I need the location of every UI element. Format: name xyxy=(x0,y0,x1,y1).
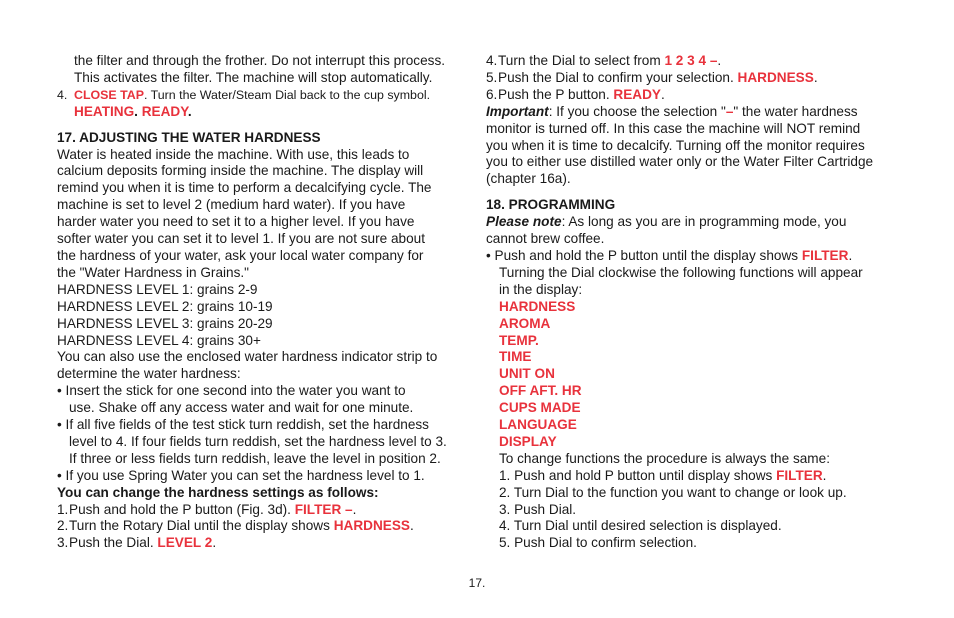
function-language: LANGUAGE xyxy=(499,417,577,433)
hardness-level-3: HARDNESS LEVEL 3: grains 20-29 xyxy=(57,315,273,331)
function-display: DISPLAY xyxy=(499,433,557,449)
please-note-label: Please note xyxy=(486,214,562,230)
section-18-heading: 18. PROGRAMMING xyxy=(486,197,616,213)
paragraph-line: harder water you need to set it to a higher level. If you have xyxy=(57,214,415,230)
ready-dot: . xyxy=(187,103,192,119)
step-text: Turn the Dial to select from xyxy=(498,53,665,68)
step-4 xyxy=(57,87,467,104)
bullet-end: . xyxy=(848,247,853,263)
function-list xyxy=(486,299,901,451)
indicator-strip-line-1: You can also use the enclosed water hardness indicator strip to xyxy=(57,349,438,365)
bullet-cont: Turning the Dial clockwise the following functions will appear xyxy=(499,264,863,280)
important-cont: you when it is time to decalcify. Turning off the monitor requires xyxy=(486,137,865,153)
heating-ready-line xyxy=(57,104,467,121)
bullet-cont: in the display: xyxy=(499,281,583,297)
step-end: . xyxy=(352,501,357,517)
filter-display-label: FILTER – xyxy=(294,501,353,517)
left-column xyxy=(57,53,467,552)
function-time: TIME xyxy=(499,349,532,365)
hardness-step-5 xyxy=(486,70,901,87)
hardness-level-4: HARDNESS LEVEL 4: grains 30+ xyxy=(57,332,261,348)
hardness-levels xyxy=(57,282,467,350)
function-hardness: HARDNESS xyxy=(499,298,576,314)
hardness-paragraph xyxy=(57,147,467,282)
step-number: 4. xyxy=(486,53,498,68)
step-end: . xyxy=(410,518,414,534)
hardness-display-label: HARDNESS xyxy=(333,518,410,534)
paragraph-line: remind you when it is time to perform a decalcifying cycle. The xyxy=(57,180,432,196)
bullet-five-fields-cont: If three or less fields turn reddish, leave the level in position 2. xyxy=(69,450,441,466)
bullet-five-fields: • If all five fields of the test stick turn reddish, set the hardness xyxy=(57,417,429,433)
step-end: . xyxy=(660,86,665,102)
please-note-text: : As long as you are in programming mode, you xyxy=(561,214,847,230)
function-cups-made: CUPS MADE xyxy=(499,400,581,416)
paragraph-line: calcium deposits forming inside the machine. The display will xyxy=(57,163,424,179)
procedure-intro: To change functions the procedure is always the same: xyxy=(499,450,830,466)
important-note xyxy=(486,104,901,121)
paragraph-line: softer water you can set it to level 1. If you are not sure about xyxy=(57,231,425,247)
important-text: " the water hardness xyxy=(733,103,858,119)
step-number: 6. xyxy=(486,86,498,102)
important-cont: (chapter 16a). xyxy=(486,171,571,187)
function-aroma: AROMA xyxy=(499,315,551,331)
step-number: 5. xyxy=(486,69,498,85)
bullet-spring-water: • If you use Spring Water you can set the hardness level to 1. xyxy=(57,467,425,483)
step-end: . xyxy=(212,535,217,551)
intro-line-2: This activates the filter. The machine will stop automatically. xyxy=(74,69,433,85)
filter-display-label: FILTER xyxy=(776,467,823,483)
close-tap-label: CLOSE TAP xyxy=(74,87,144,102)
paragraph-line: the "Water Hardness in Grains." xyxy=(57,264,249,280)
heating-label: HEATING xyxy=(74,103,135,119)
bullet-push-hold xyxy=(486,248,901,265)
hardness-display-label: HARDNESS xyxy=(737,69,814,85)
important-text: : If you choose the selection " xyxy=(548,103,726,119)
paragraph-line: the hardness of your water, ask your local water company for xyxy=(57,247,424,263)
step-4-text: . Turn the Water/Steam Dial back to the cup symbol. xyxy=(144,87,431,102)
step-text: Push the P button. xyxy=(498,86,614,102)
intro-line-1: the filter and through the frother. Do not interrupt this process. xyxy=(74,53,446,68)
procedure-step-3: 3. Push Dial. xyxy=(499,501,577,517)
procedure-step-4: 4. Turn Dial until desired selection is displayed. xyxy=(499,518,782,534)
ready-label: READY xyxy=(141,103,188,119)
hardness-level-2: HARDNESS LEVEL 2: grains 10-19 xyxy=(57,298,273,314)
section-17-heading: 17. ADJUSTING THE WATER HARDNESS xyxy=(57,129,321,145)
step-text: Push the Dial to confirm your selection. xyxy=(498,69,738,85)
paragraph-line: Water is heated inside the machine. With use, this leads to xyxy=(57,146,410,162)
bullet-insert-stick-cont: use. Shake off any access water and wait for one minute. xyxy=(69,400,414,416)
procedure-end: . xyxy=(822,467,827,483)
step-number: 1. xyxy=(57,501,69,517)
please-note xyxy=(486,214,901,231)
procedure-step-1 xyxy=(486,468,901,485)
bullet-insert-stick: • Insert the stick for one second into the water you want to xyxy=(57,383,406,399)
step-text: Turn the Rotary Dial until the display shows xyxy=(69,518,334,534)
function-unit-on: UNIT ON xyxy=(499,366,555,382)
paragraph-line: machine is set to level 2 (medium hard water). If you have xyxy=(57,197,406,213)
step-end: . xyxy=(813,69,818,85)
page-number: 17. xyxy=(468,576,486,590)
step-text: Push and hold the P button (Fig. 3d). xyxy=(69,501,295,517)
change-settings-heading: You can change the hardness settings as follows: xyxy=(57,484,379,500)
important-cont: you to either use distilled water only or the Water Filter Cartridge xyxy=(486,154,874,170)
hardness-step-4 xyxy=(486,53,901,70)
hardness-step-6 xyxy=(486,87,901,104)
please-note-cont: cannot brew coffee. xyxy=(486,231,605,247)
bullet-five-fields-cont: level to 4. If four fields turn reddish, set the hardness level to 3. xyxy=(69,433,447,449)
ready-display-label: READY xyxy=(613,86,661,102)
important-cont: monitor is turned off. In this case the machine will NOT remind xyxy=(486,120,861,136)
bullet-text: • Push and hold the P button until the display shows xyxy=(486,247,802,263)
procedure-step-5: 5. Push Dial to confirm selection. xyxy=(499,535,697,551)
hardness-step-1 xyxy=(57,502,467,519)
filter-display-label: FILTER xyxy=(801,247,849,263)
hardness-step-2 xyxy=(57,518,467,535)
right-column xyxy=(486,53,901,552)
heating-dot: . xyxy=(134,103,138,119)
step-number: 3. xyxy=(57,535,69,551)
step-end: . xyxy=(717,53,722,68)
level-2-display-label: LEVEL 2 xyxy=(157,535,213,551)
function-temp: TEMP. xyxy=(499,332,539,348)
dash-selection: – xyxy=(725,103,734,119)
step-4-number: 4. xyxy=(57,87,68,102)
function-off-aft-hr: OFF AFT. HR xyxy=(499,383,582,399)
procedure-step-2: 2. Turn Dial to the function you want to change or look up. xyxy=(499,484,847,500)
indicator-strip-line-2: determine the water hardness: xyxy=(57,366,241,382)
important-label: Important xyxy=(486,103,549,119)
hardness-level-1: HARDNESS LEVEL 1: grains 2-9 xyxy=(57,281,258,297)
step-number: 2. xyxy=(57,518,69,534)
level-options-label: 1 2 3 4 – xyxy=(664,53,718,68)
procedure-text: 1. Push and hold P button until display shows xyxy=(499,467,777,483)
step-text: Push the Dial. xyxy=(69,535,158,551)
hardness-step-3 xyxy=(57,535,467,552)
